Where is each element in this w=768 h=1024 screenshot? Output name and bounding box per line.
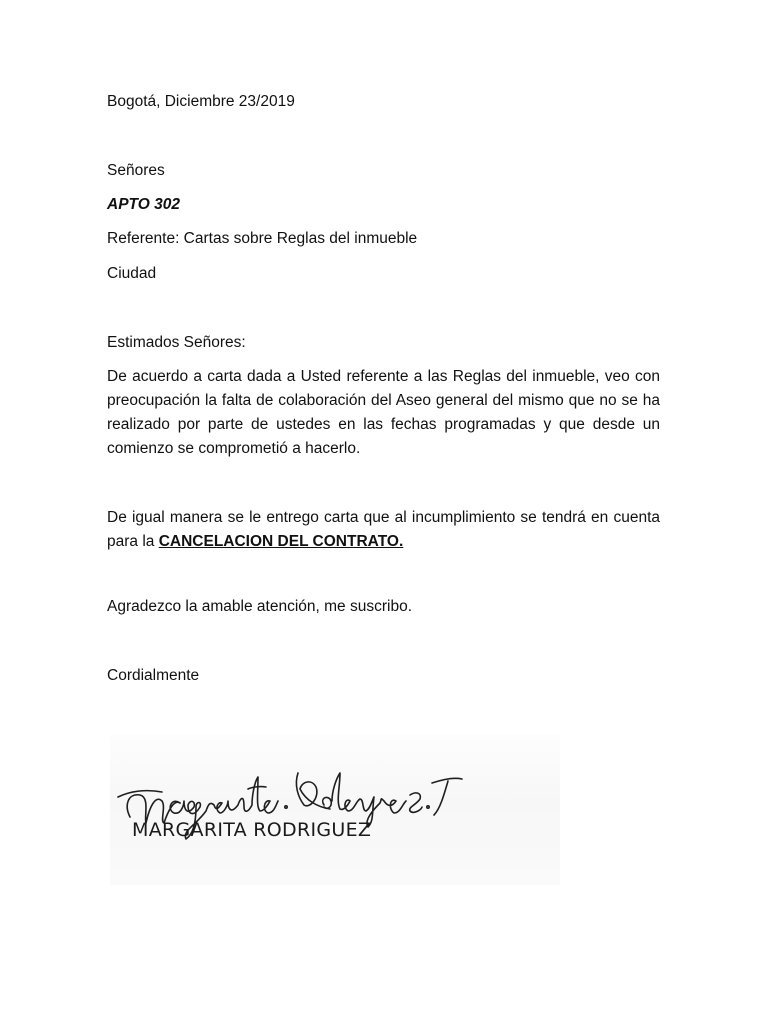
handwritten-signature	[110, 735, 560, 885]
body-paragraph-2	[107, 506, 660, 554]
signature-printed-name: MARGARITA RODRIGUEZ	[132, 819, 372, 841]
contract-cancellation-emphasis: CANCELACION DEL CONTRATO.	[158, 533, 404, 550]
signature-block	[110, 735, 560, 885]
greeting: Estimados Señores:	[107, 334, 246, 351]
recipient-salutation: Señores	[107, 162, 165, 179]
recipient-unit: APTO 302	[107, 196, 180, 213]
reference-line: Referente: Cartas sobre Reglas del inmueble	[107, 230, 418, 247]
body-paragraph-1: De acuerdo a carta dada a Usted referente a las Reglas del inmueble, veo con preocupación la falta de colaboración del Aseo general del mismo que no se ha realizado por parte de ustedes en las fechas programadas y que desde un comienzo se comprometió a hacerlo.	[107, 368, 660, 457]
city-line: Ciudad	[107, 265, 157, 282]
thanks-line: Agradezco la amable atención, me suscribo.	[107, 598, 412, 615]
closing-line: Cordialmente	[107, 667, 200, 684]
paragraph-2-text: De igual manera se le entrego carta que al incumplimiento se tendrá en cuenta para la	[107, 509, 660, 550]
letter-date: Bogotá, Diciembre 23/2019	[107, 93, 295, 110]
